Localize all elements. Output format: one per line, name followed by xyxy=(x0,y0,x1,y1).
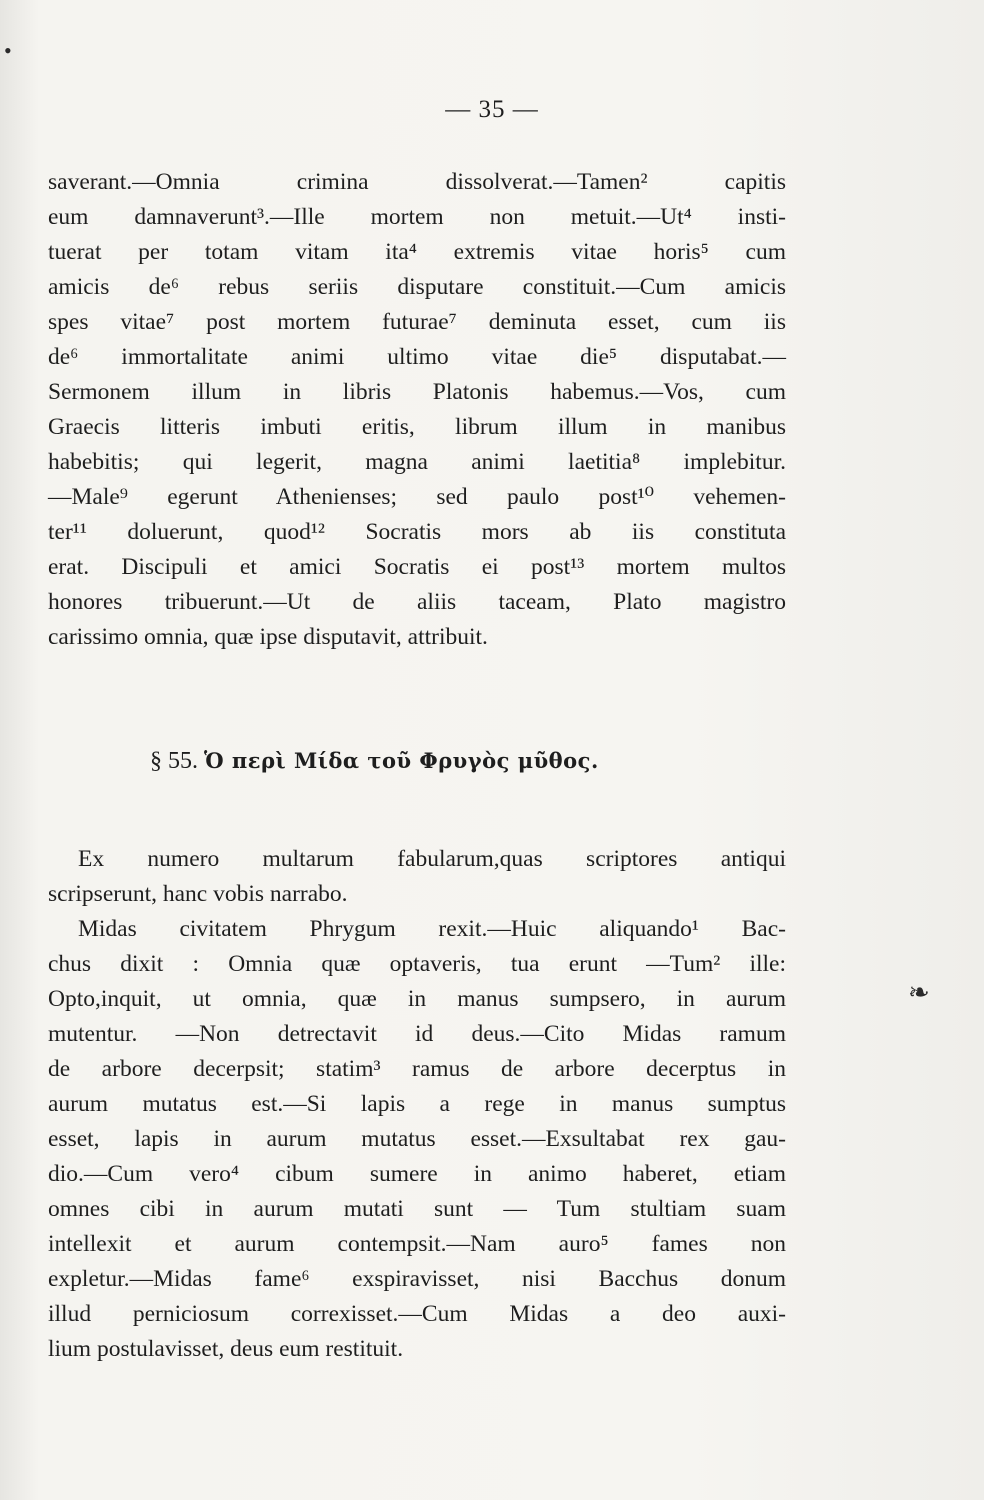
text-line: Graecis litteris imbuti eritis, librum illum in manibus xyxy=(48,414,786,440)
text-line: erat. Discipuli et amici Socratis ei post¹³ mortem multos xyxy=(48,554,786,580)
text-line: tuerat per totam vitam ita⁴ extremis vitae horis⁵ cum xyxy=(48,239,786,265)
text-line: chus dixit : Omnia quæ optaveris, tua erunt —Tum² ille: xyxy=(48,951,786,977)
text-line: aurum mutatus est.—Si lapis a rege in manus sumptus xyxy=(48,1091,786,1117)
text-line: Ex numero multarum fabularum,quas scriptores antiqui xyxy=(78,846,786,872)
text-line: ter¹¹ doluerunt, quod¹² Socratis mors ab iis constituta xyxy=(48,519,786,545)
section-title: Ὁ περὶ Μίδα τοῦ Φρυγὸς μῦθος. xyxy=(204,748,599,773)
text-line: spes vitae⁷ post mortem futurae⁷ deminuta esset, cum iis xyxy=(48,309,786,335)
text-line: dio.—Cum vero⁴ cibum sumere in animo haberet, etiam xyxy=(48,1161,786,1187)
text-line: esset, lapis in aurum mutatus esset.—Exsultabat rex gau- xyxy=(48,1126,786,1152)
text-line: honores tribuerunt.—Ut de aliis taceam, Plato magistro xyxy=(48,589,786,615)
text-line: Sermonem illum in libris Platonis habemus.—Vos, cum xyxy=(48,379,786,405)
text-line: Opto,inquit, ut omnia, quæ in manus sumpsero, in aurum xyxy=(48,986,786,1012)
text-line: mutentur. —Non detrectavit id deus.—Cito Midas ramum xyxy=(48,1021,786,1047)
text-line: expletur.—Midas fame⁶ exspiravisset, nisi Bacchus donum xyxy=(48,1266,786,1292)
ink-speck: • xyxy=(4,38,12,63)
section-number: § 55. xyxy=(150,748,198,774)
text-line: omnes cibi in aurum mutati sunt — Tum stultiam suam xyxy=(48,1196,786,1222)
text-line: lium postulavisset, deus eum restituit. xyxy=(48,1336,404,1362)
text-line: —Male⁹ egerunt Athenienses; sed paulo post¹⁰ vehemen- xyxy=(48,484,786,510)
page-number: — 35 — xyxy=(445,96,539,123)
text-line: illud perniciosum correxisset.—Cum Midas a deo auxi- xyxy=(48,1301,786,1327)
text-line: scripserunt, hanc vobis narrabo. xyxy=(48,881,348,907)
ink-speck: ❧ xyxy=(908,978,930,1007)
paragraph-2 xyxy=(48,842,786,912)
text-line: eum damnaverunt³.—Ille mortem non metuit.—Ut⁴ insti- xyxy=(48,204,786,230)
paragraph-3 xyxy=(48,912,786,1367)
section-heading xyxy=(150,745,830,777)
text-line: carissimo omnia, quæ ipse disputavit, attribuit. xyxy=(48,624,488,650)
text-line: Midas civitatem Phrygum rexit.—Huic aliquando¹ Bac- xyxy=(78,916,786,942)
text-line: de arbore decerpsit; statim³ ramus de arbore decerptus in xyxy=(48,1056,786,1082)
text-line: de⁶ immortalitate animi ultimo vitae die⁵ disputabat.— xyxy=(48,344,786,370)
text-line: amicis de⁶ rebus seriis disputare constituit.—Cum amicis xyxy=(48,274,786,300)
text-line: habebitis; qui legerit, magna animi laetitia⁸ implebitur. xyxy=(48,449,786,475)
text-line: intellexit et aurum contempsit.—Nam auro⁵ fames non xyxy=(48,1231,786,1257)
text-line: saverant.—Omnia crimina dissolverat.—Tamen² capitis xyxy=(48,169,786,195)
paragraph-1 xyxy=(48,165,786,655)
